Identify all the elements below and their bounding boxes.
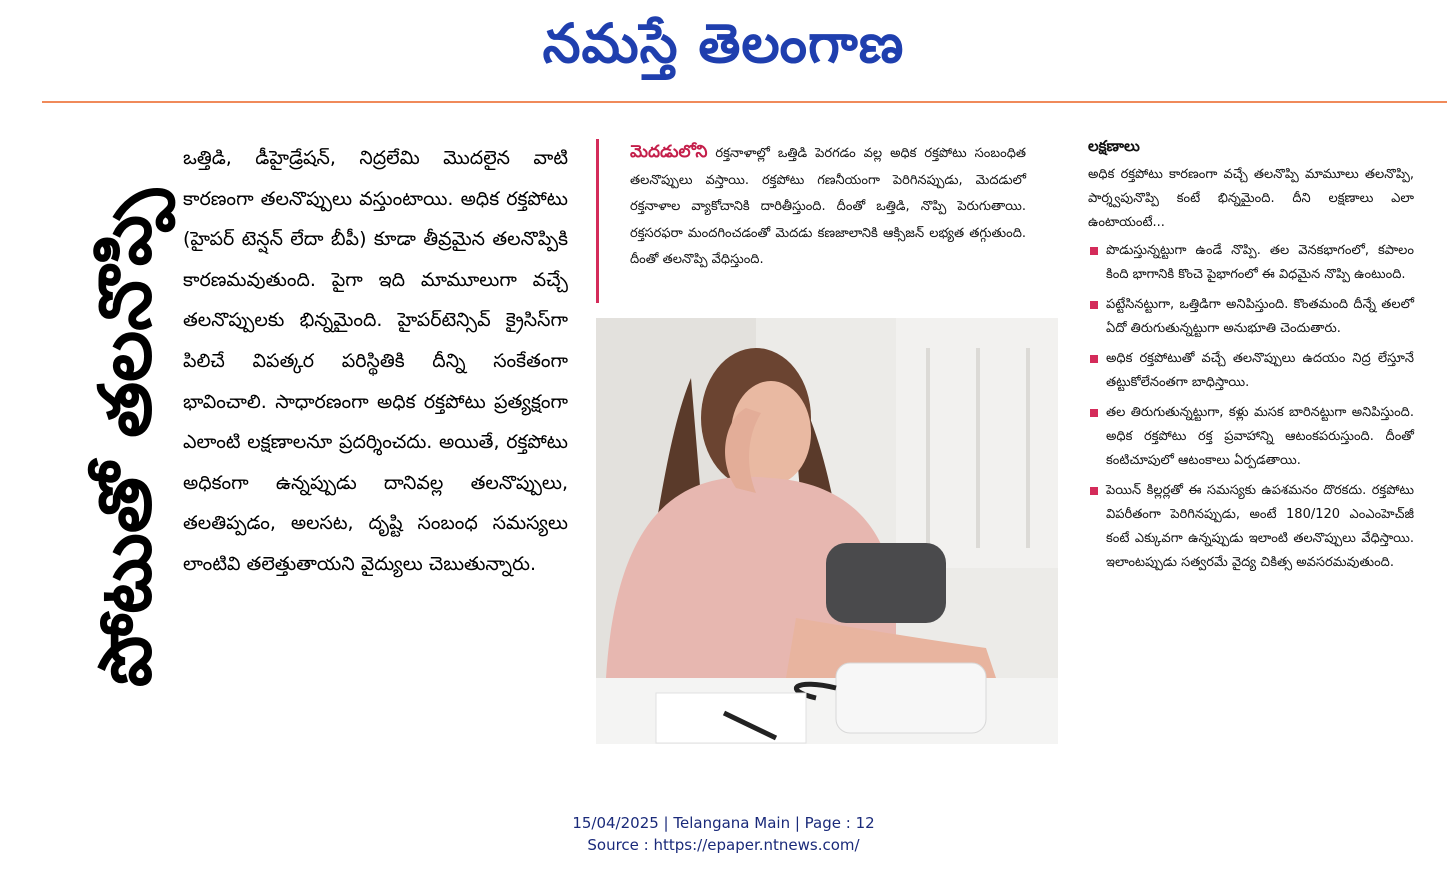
photo-illustration — [596, 318, 1058, 744]
masthead — [0, 0, 1447, 88]
article-headline: పోటుతో తలనొప్పి — [83, 188, 167, 688]
footer-source: Source : https://epaper.ntnews.com/ — [587, 836, 860, 854]
bullet-square-icon — [1090, 247, 1098, 255]
symptom-item: పెయిన్ కిల్లర్లతో ఈ సమస్యకు ఉపశమనం దొరకదు. రక్తపోటు విపరీతంగా పెరిగినప్పుడు, అంటే 180/120 ఎంఎంహెచ్‌జీ కంటే ఎక్కువగా ఉన్నప్పుడు ఇలాంటి తలనొప్పులు వేధిస్తాయి. ఇలాంటప్పుడు సత్వరమే వైద్య చికిత్స అవసరమవుతుంది. — [1088, 479, 1414, 575]
symptom-item: పొడుస్తున్నట్టుగా ఉండే నొప్పి. తల వెనకభాగంలో, కపాలం కింది భాగానికి కొంచె పైభాగంలో ఈ విధమైన నొప్పి ఉంటుంది. — [1088, 239, 1414, 287]
masthead-title: నమస్తే తెలంగాణ — [542, 12, 905, 75]
symptoms-column — [1088, 135, 1414, 581]
bullet-square-icon — [1090, 355, 1098, 363]
symptoms-title: లక్షణాలు — [1088, 137, 1140, 155]
symptoms-intro: అధిక రక్తపోటు కారణంగా వచ్చే తలనొప్పి మామూలు తలనొప్పి, పార్శ్వపునొప్పి కంటే భిన్నమైంది. దీని లక్షణాలు ఎలా ఉంటాయంటే... — [1088, 167, 1414, 230]
article-photo — [596, 318, 1058, 744]
intro-text — [630, 139, 1026, 274]
page-footer — [0, 812, 1447, 856]
article-body — [183, 138, 568, 585]
bullet-square-icon — [1090, 487, 1098, 495]
intro-lead: మెదడులోని — [630, 142, 708, 162]
symptom-item: అధిక రక్తపోటుతో వచ్చే తలనొప్పులు ఉదయం నిద్ర లేస్తూనే తట్టుకోలేనంతగా బాధిస్తాయి. — [1088, 347, 1414, 395]
bullet-square-icon — [1090, 409, 1098, 417]
accent-bar — [596, 139, 599, 303]
intro-box — [596, 139, 1058, 274]
symptom-item: తల తిరుగుతున్నట్టుగా, కళ్లు మసక బారినట్టుగా అనిపిస్తుంది. అధిక రక్తపోటు రక్త ప్రవాహాన్ని ఆటంకపరుస్తుంది. దీంతో కంటిచూపులో ఆటంకాలు ఏర్పడతాయి. — [1088, 401, 1414, 473]
bullet-square-icon — [1090, 301, 1098, 309]
masthead-divider — [42, 101, 1447, 103]
vertical-headline-area — [70, 132, 180, 744]
intro-body: రక్తనాళాల్లో ఒత్తిడి పెరగడం వల్ల అధిక రక్తపోటు సంబంధిత తలనొప్పులు వస్తాయి. రక్తపోటు గణనీయంగా పెరిగినప్పుడు, మెదడులో రక్తనాళాల వ్యాకోచానికి దారితీస్తుంది. దీంతో ఒత్తిడి, నొప్పి పెరుగుతాయి. రక్తసరఫరా మందగించడంతో మెదడు కణజాలానికి ఆక్సిజన్ లభ్యత తగ్గుతుంది. దీంతో తలనొప్పి వేధిస్తుంది. — [630, 146, 1026, 268]
footer-dateline: 15/04/2025 | Telangana Main | Page : 12 — [572, 814, 875, 832]
article-body-text: ఒత్తిడి, డీహైడ్రేషన్, నిద్రలేమి మొదలైన వాటి కారణంగా తలనొప్పులు వస్తుంటాయి. అధిక రక్తపోటు (హైపర్ టెన్షన్ లేదా బీపీ) కూడా తీవ్రమైన తలనొప్పికి కారణమవుతుంది. పైగా ఇది మామూలుగా వచ్చే తలనొప్పులకు భిన్నమైంది. హైపర్‌టెన్సివ్ క్రైసిస్‌గా పిలిచే విపత్కర పరిస్థితికి దీన్ని సంకేతంగా భావించాలి. సాధారణంగా అధిక రక్తపోటు ప్రత్యక్షంగా ఎలాంటి లక్షణాలనూ ప్రదర్శించదు. అయితే, రక్తపోటు అధికంగా ఉన్నప్పుడు దానివల్ల తలనొప్పులు, తలతిప్పడం, అలసట, దృష్టి సంబంధ సమస్యలు లాంటివి తలెత్తుతాయని వైద్యులు చెబుతున్నారు. — [183, 147, 568, 575]
symptom-item: పట్టేసినట్టుగా, ఒత్తిడిగా అనిపిస్తుంది. కొంతమంది దీన్నే తలలో ఏదో తిరుగుతున్నట్టుగా అనుభూతి చెందుతారు. — [1088, 293, 1414, 341]
